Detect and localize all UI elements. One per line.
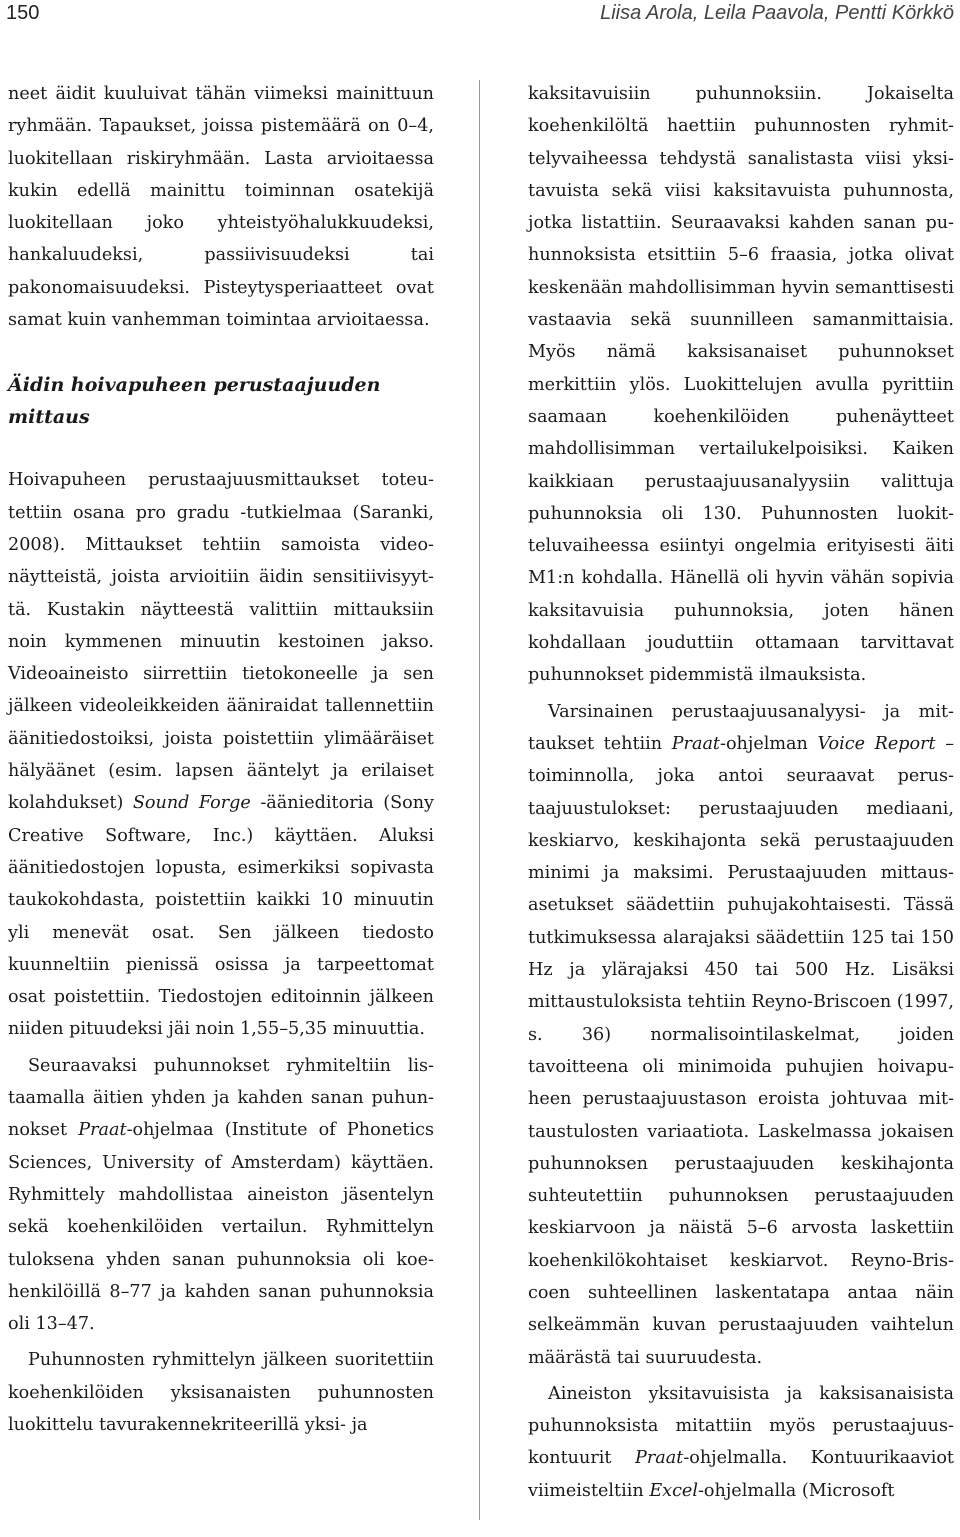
section-heading: Äidin hoivapuheen perustaajuuden mittaus	[8, 374, 381, 429]
paragraph: neet äidit kuuluivat tähän viimeksi mainittuun ryhmään. Tapaukset, joissa pistemäärä on 0–4, luokitellaan riskiryhmään. Lasta arvioitaessa kukin edellä mainittu toiminnan osatekijä luokitellaan joko yhteistyöhalukkuudeksi, hankaluudeksi, passiivisuudeksi tai pakonomaisuudeksi. Pisteytysperiaatteet ovat samat kuin vanhemman toimintaa arvioitaessa.	[8, 84, 434, 331]
paragraph-text: Hoivapuheen perustaajuusmittaukset toteutettiin osana pro gradu -tutkielmaa (Saranki, 2008). Mittaukset tehtiin samoista videonäytteistä, joista arvioitiin äidin sensitiivisyyttä. Kustakin näytteestä valittiin mittauksiin noin kymmenen minuutin kestoinen jakso. Videoaineisto siirrettiin tietokoneelle ja sen jälkeen videoleikkeiden ääniraidat tallennettiin äänitiedostoiksi, joista poistettiin ylimääräiset hälyäänet (esim. lapsen ääntelyt ja erilaiset kolahdukset)	[8, 470, 434, 814]
page-number: 150	[6, 2, 40, 24]
paragraph: kaksitavuisiin puhunnoksiin. Jokaiselta koehenkilöltä haettiin puhunnosten ryhmittelyvaiheessa tehdystä sanalistasta viisi yksitavuista sekä viisi kaksitavuista puhunnosta, jotka listattiin. Seuraavaksi kahden sanan puhunnoksista etsittiin 5–6 fraasia, jotka olivat keskenään mahdollisimman hyvin semanttisesti vastaavia sekä suunnilleen samanmittaisia. Myös nämä kaksisanaiset puhunnokset merkittiin ylös. Luokittelujen avulla pyrittiin saamaan koehenkilöiden puhenäytteet mahdollisimman vertailukelpoisiksi. Kaiken kaikkiaan perustaajuusanalyysiin valittuja puhunnoksia oli 130. Puhunnosten luokitteluvaiheessa esiintyi ongelmia erityisesti äiti M1:n kohdalla. Hänellä oli hyvin vähän sopivia kaksitavuisia puhunnoksia, joten hänen kohdallaan jouduttiin ottamaan tarvittavat puhunnokset pidemmistä ilmauksista.	[528, 84, 954, 686]
software-name: Praat	[78, 1120, 127, 1141]
paragraph-text: Aineiston yksitavuisista ja kaksisanaisista puhunnoksista mitattiin myös perustaajuuskontuurit	[528, 1383, 954, 1469]
paragraph-text: -ohjelman	[720, 733, 818, 754]
software-name: Excel	[649, 1480, 698, 1501]
paragraph-text: -ohjelmalla. Kontuurikaaviot viimeisteltiin	[528, 1448, 954, 1501]
running-authors: Liisa Arola, Leila Paavola, Pentti Körkkö	[600, 2, 954, 24]
paragraph	[8, 1050, 434, 1341]
software-name: Sound Forge	[132, 793, 251, 814]
right-column	[528, 78, 954, 1507]
paragraph-text: -ohjelmalla (Microsoft	[697, 1480, 895, 1501]
paragraph	[8, 464, 434, 1045]
paragraph: Puhunnosten ryhmittelyn jälkeen suoritettiin koehenkilöiden yksisanaisten puhunnosten luokittelu tavurakennekriteerillä yksi- ja	[8, 1350, 434, 1435]
paragraph-text: Varsinainen perustaajuusanalyysi- ja mittaukset tehtiin	[528, 701, 954, 754]
running-head	[0, 0, 960, 40]
software-name: Praat	[635, 1448, 684, 1469]
software-feature: Voice Report	[817, 733, 936, 754]
paragraph-text: Seuraavaksi puhunnokset ryhmiteltiin listaamalla äitien yhden ja kahden sanan puhunnokset	[8, 1055, 434, 1141]
left-column	[8, 78, 434, 1441]
paragraph-text: -äänieditoria (Sony Creative Software, Inc.) käyttäen. Aluksi äänitiedostojen lopusta, esimerkiksi sopivasta taukokohdasta, poistettiin kaikki 10 minuutin yli menevät osat. Sen jälkeen tiedosto kuunneltiin pienissä osissa ja tarpeettomat osat poistettiin. Tiedostojen editoinnin jälkeen niiden pituudeksi jäi noin 1,55–5,35 minuuttia.	[8, 793, 434, 1040]
column-divider	[479, 80, 480, 1520]
software-name: Praat	[671, 733, 721, 754]
paragraph	[528, 1378, 954, 1507]
paragraph	[528, 696, 954, 1374]
paragraph-text: –toiminnolla, joka antoi seuraavat perustaajuustulokset: perustaajuuden mediaani, keskiarvo, keskihajonta sekä perustaajuuden minimi ja maksimi. Perustaajuuden mittausasetukset säädettiin puhujakohtaisesti. Tässä tutkimuksessa alarajaksi säädettiin 125 tai 150 Hz ja ylärajaksi 450 tai 500 Hz. Lisäksi mittaustuloksista tehtiin Reyno-Briscoen (1997, s. 36) normalisointilaskelmat, joiden tavoitteena oli minimoida puhujien hoivapuheen perustaajuustason eroista johtuvaa mittaustulosten variaatiota. Laskelmassa jokaisen puhunnoksen perustaajuuden keskihajonta suhteutettiin puhunnoksen perustaajuuden keskiarvoon ja näistä 5–6 arvosta laskettiin koehenkilökohtaiset keskiarvot. Reyno-Briscoen suhteellinen laskentatapa antaa näin selkeämmän kuvan perustaajuuden vaihtelun määrästä tai suuruudesta.	[528, 733, 955, 1368]
paragraph-text: -ohjelmaa (Institute of Phonetics Sciences, University of Amsterdam) käyttäen. Ryhmittely mahdollistaa aineiston jäsentelyn sekä koehenkilöiden vertailun. Ryhmittelyn tuloksena yhden sanan puhunnoksia oli koehenkilöillä 8–77 ja kahden sanan puhunnoksia oli 13–47.	[8, 1120, 434, 1335]
